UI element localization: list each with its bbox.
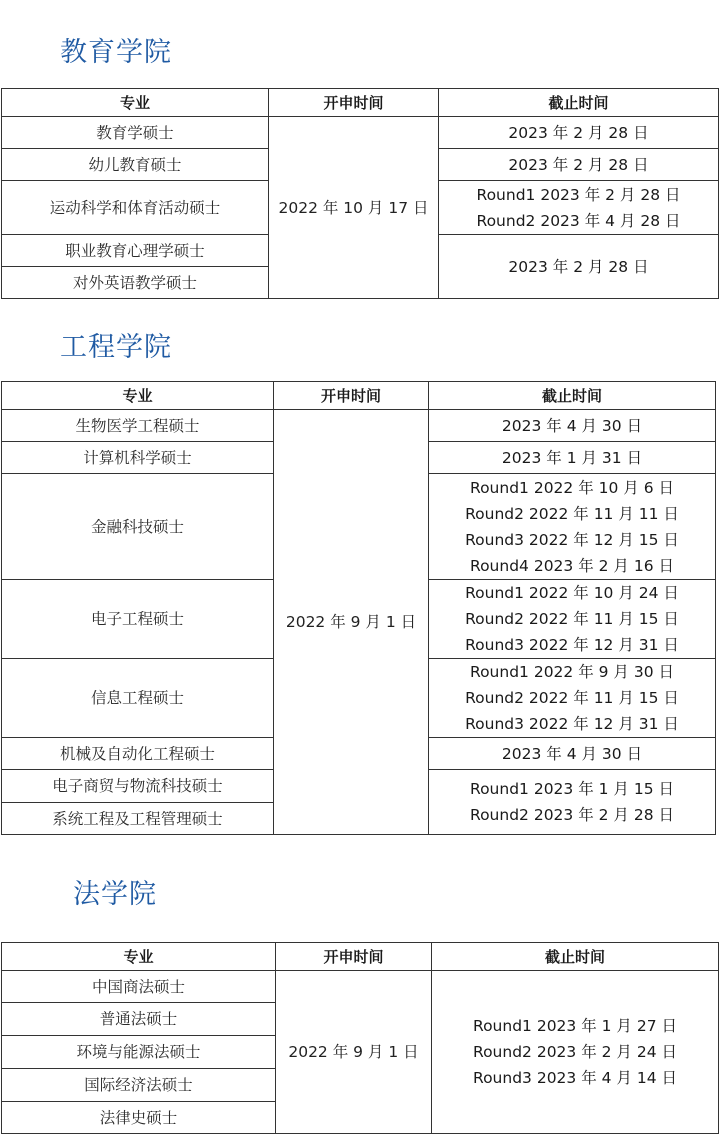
major-cell: 生物医学工程硕士 xyxy=(2,410,274,442)
deadline-cell xyxy=(439,181,719,235)
deadline-line: Round2 2023 年 2 月 24 日 xyxy=(473,1043,677,1061)
open-date-cell: 2022 年 9 月 1 日 xyxy=(274,410,429,835)
open-date-cell: 2022 年 9 月 1 日 xyxy=(276,971,432,1134)
header-major: 专业 xyxy=(2,89,269,117)
deadline-line: Round1 2023 年 1 月 27 日 xyxy=(473,1017,677,1035)
open-date-cell: 2022 年 10 月 17 日 xyxy=(269,117,439,299)
law-table xyxy=(1,942,719,1134)
deadline-line: Round3 2023 年 4 月 14 日 xyxy=(473,1069,677,1087)
deadline-line: 2023 年 2 月 28 日 xyxy=(508,155,649,174)
deadline-line: 2023 年 2 月 28 日 xyxy=(508,257,649,276)
deadline-line: Round1 2022 年 10 月 24 日 xyxy=(465,584,679,602)
major-cell: 普通法硕士 xyxy=(2,1003,276,1036)
deadline-line: Round3 2022 年 12 月 31 日 xyxy=(465,715,679,733)
deadline-line: Round1 2023 年 1 月 15 日 xyxy=(470,780,674,798)
major-cell: 职业教育心理学硕士 xyxy=(2,235,269,267)
deadline-cell xyxy=(429,770,716,835)
major-cell: 运动科学和体育活动硕士 xyxy=(2,181,269,235)
deadline-line: Round2 2023 年 4 月 28 日 xyxy=(476,211,681,230)
deadline-line: 2023 年 4 月 30 日 xyxy=(501,744,643,763)
header-deadline: 截止时间 xyxy=(432,943,719,971)
deadline-line: Round1 2022 年 9 月 30 日 xyxy=(470,663,674,681)
deadline-cell xyxy=(429,410,716,442)
header-major: 专业 xyxy=(2,382,274,410)
deadline-line: 2023 年 4 月 30 日 xyxy=(501,416,643,435)
deadline-line: Round4 2023 年 2 月 16 日 xyxy=(470,556,674,575)
deadline-line: Round2 2022 年 11 月 11 日 xyxy=(465,504,679,523)
deadline-line: Round1 2023 年 2 月 28 日 xyxy=(476,185,681,204)
education-table xyxy=(1,88,719,299)
deadline-line: Round2 2022 年 11 月 15 日 xyxy=(465,610,679,628)
section-title-engineering: 工程学院 xyxy=(60,332,172,363)
deadline-cell xyxy=(429,580,716,659)
header-open: 开申时间 xyxy=(276,943,432,971)
engineering-table xyxy=(1,381,716,835)
deadline-line: Round3 2022 年 12 月 31 日 xyxy=(465,636,679,654)
deadline-cell xyxy=(429,474,716,580)
major-cell: 国际经济法硕士 xyxy=(2,1069,276,1102)
major-cell: 中国商法硕士 xyxy=(2,971,276,1003)
section-title-law: 法学院 xyxy=(73,879,157,910)
major-cell: 金融科技硕士 xyxy=(2,474,274,580)
deadline-cell xyxy=(439,117,719,149)
deadline-cell xyxy=(432,971,719,1134)
major-cell: 电子工程硕士 xyxy=(2,580,274,659)
header-deadline: 截止时间 xyxy=(439,89,719,117)
major-cell: 对外英语教学硕士 xyxy=(2,267,269,299)
deadline-cell xyxy=(429,659,716,738)
deadline-cell xyxy=(439,149,719,181)
major-cell: 幼儿教育硕士 xyxy=(2,149,269,181)
major-cell: 系统工程及工程管理硕士 xyxy=(2,803,274,835)
major-cell: 计算机科学硕士 xyxy=(2,442,274,474)
major-cell: 教育学硕士 xyxy=(2,117,269,149)
deadline-line: Round1 2022 年 10 月 6 日 xyxy=(470,478,674,497)
deadline-cell xyxy=(429,738,716,770)
header-open: 开申时间 xyxy=(269,89,439,117)
deadline-line: 2023 年 1 月 31 日 xyxy=(501,448,643,467)
deadline-line: 2023 年 2 月 28 日 xyxy=(508,123,649,142)
deadline-line: Round3 2022 年 12 月 15 日 xyxy=(465,530,679,549)
header-major: 专业 xyxy=(2,943,276,971)
header-deadline: 截止时间 xyxy=(429,382,716,410)
deadline-line: Round2 2023 年 2 月 28 日 xyxy=(470,806,674,824)
major-cell: 法律史硕士 xyxy=(2,1102,276,1134)
deadline-cell xyxy=(439,235,719,299)
major-cell: 机械及自动化工程硕士 xyxy=(2,738,274,770)
major-cell: 环境与能源法硕士 xyxy=(2,1036,276,1069)
major-cell: 信息工程硕士 xyxy=(2,659,274,738)
deadline-line: Round2 2022 年 11 月 15 日 xyxy=(465,689,679,707)
header-open: 开申时间 xyxy=(274,382,429,410)
section-title-education: 教育学院 xyxy=(60,37,172,68)
deadline-cell xyxy=(429,442,716,474)
major-cell: 电子商贸与物流科技硕士 xyxy=(2,770,274,803)
